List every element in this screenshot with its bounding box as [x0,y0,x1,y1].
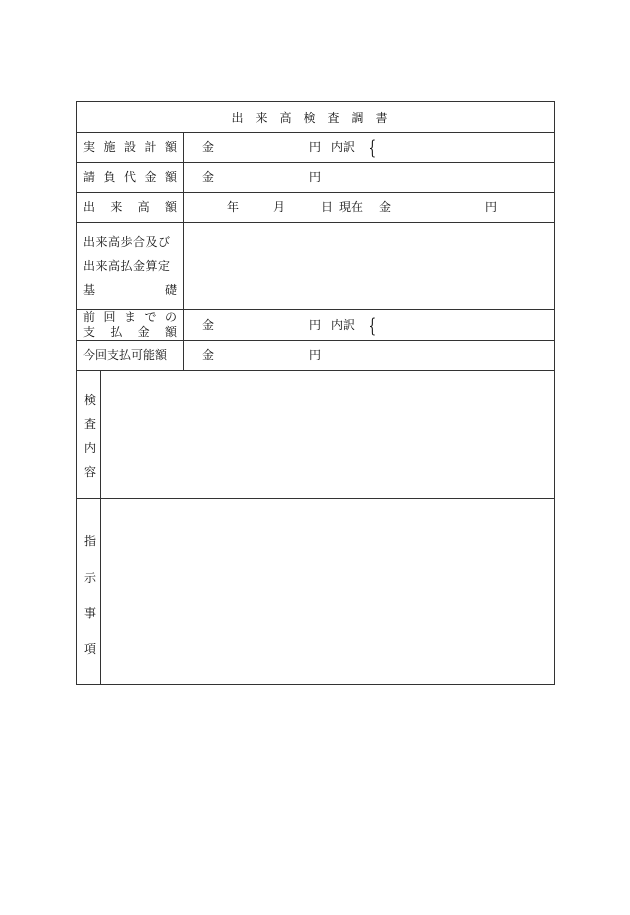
column-divider [183,132,184,370]
label-char: 計 [144,140,157,154]
basis-label-line1: 出来高歩合及び [83,235,171,249]
label-char: 代 [123,170,136,184]
label-char: の [164,310,177,324]
label-char: 金 [144,170,157,184]
progress-month: 月 [273,200,286,214]
column-divider [100,370,101,685]
inspection-label-char: 査 [83,417,96,431]
progress-year: 年 [227,200,240,214]
label-char: 金 [137,325,150,339]
progress-genzai: 現在 [339,200,364,214]
progress-day: 日 [321,200,334,214]
instructions-label-char: 示 [83,571,96,585]
basis-label-line3b: 礎 [165,283,178,297]
payable-amount-yen: 円 [309,348,322,362]
divider [77,162,554,163]
brace-icon: { [368,135,377,159]
brace-icon: { [368,313,377,337]
instructions-label-char: 項 [83,642,96,656]
previous-payment-kin: 金 [202,318,215,332]
label-char: ま [123,310,136,324]
instructions-label-char: 指 [83,534,96,548]
label-char: 高 [137,200,150,214]
instructions-label-char: 事 [83,606,96,620]
previous-payment-label-line2 [83,325,178,339]
payable-amount-kin: 金 [202,348,215,362]
label-char: で [144,310,157,324]
inspection-label-char: 内 [83,441,96,455]
progress-kin: 金 [379,200,392,214]
divider [77,192,554,193]
label-char: 施 [103,140,116,154]
divider [77,340,554,341]
design-amount-breakdown: 内訳 [331,140,356,154]
contract-amount-label [83,170,178,184]
divider [77,222,554,223]
progress-yen: 円 [485,200,498,214]
label-char: 払 [110,325,123,339]
inspection-label-char: 検 [83,393,96,407]
basis-label-line3a: 基 [83,283,96,297]
divider [77,370,554,371]
design-amount-label [83,140,178,154]
contract-amount-yen: 円 [309,170,322,184]
basis-label-line2: 出来高払金算定 [83,259,171,273]
label-char: 来 [110,200,123,214]
contract-amount-kin: 金 [202,170,215,184]
label-char: 設 [123,140,136,154]
previous-payment-yen: 円 [309,318,322,332]
inspection-report-form [76,101,555,685]
label-char: 出 [83,200,96,214]
divider [77,498,554,499]
label-char: 実 [83,140,96,154]
previous-payment-label-line1 [83,310,178,324]
label-char: 額 [164,170,177,184]
label-char: 請 [83,170,96,184]
label-char: 額 [164,140,177,154]
design-amount-yen: 円 [309,140,322,154]
label-char: 前 [83,310,96,324]
inspection-label-char: 容 [83,465,96,479]
form-title: 出来高検査調書 [231,111,400,125]
progress-amount-label [83,200,178,214]
payable-amount-label: 今回支払可能額 [83,348,168,362]
design-amount-kin: 金 [202,140,215,154]
label-char: 負 [103,170,116,184]
label-char: 回 [103,310,116,324]
divider [77,132,554,133]
label-char: 支 [83,325,96,339]
label-char: 額 [164,200,177,214]
label-char: 額 [164,325,177,339]
previous-payment-breakdown: 内訳 [331,318,356,332]
